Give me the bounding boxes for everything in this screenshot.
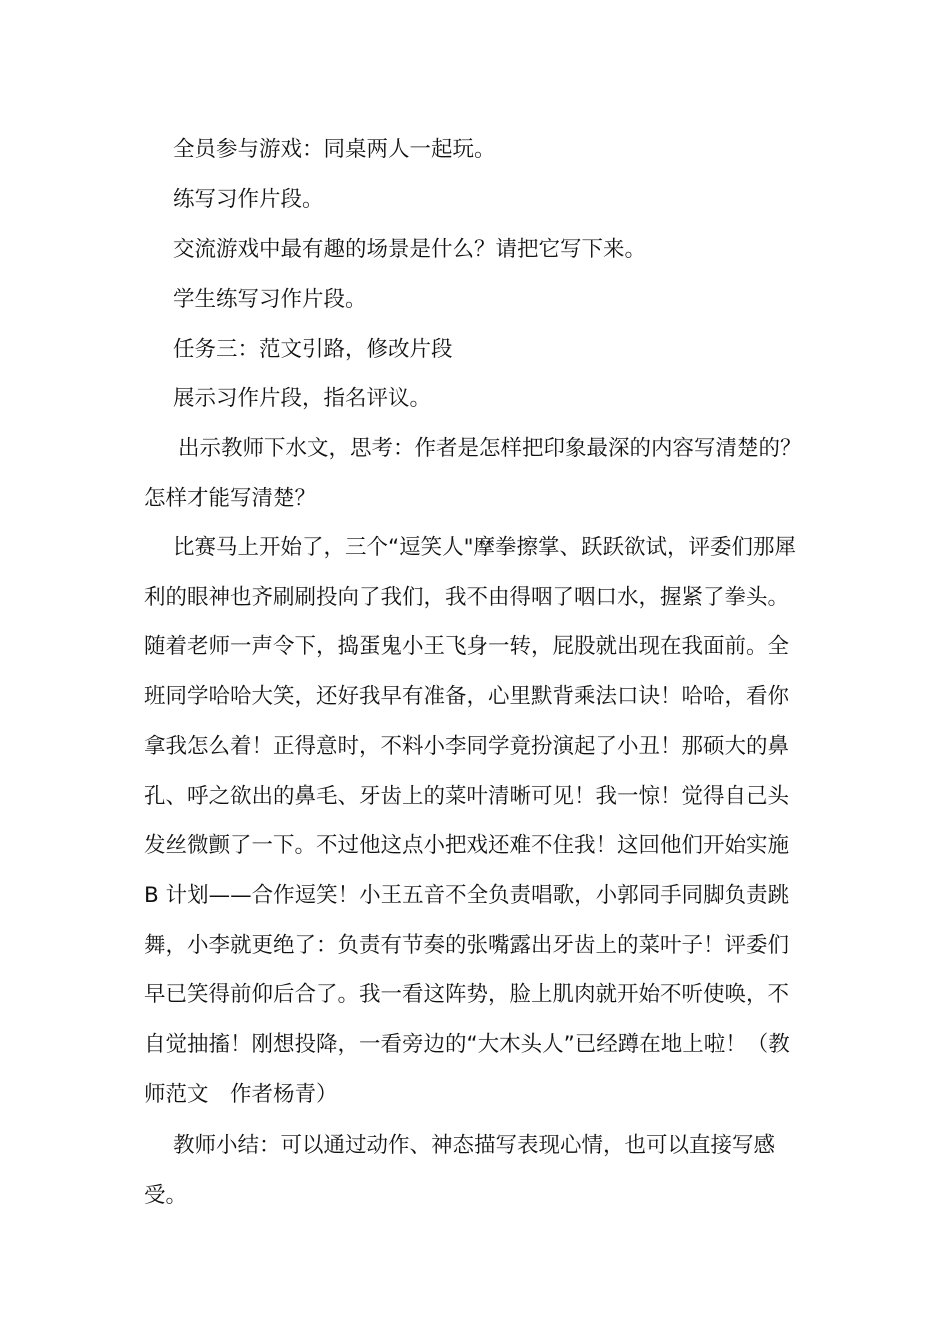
paragraph-teacher-model-question: 出示教师下水文，思考：作者是怎样把印象最深的内容写清楚的？怎样才能写清楚？: [144, 436, 802, 511]
paragraph-student-writing: 学生练写习作片段。: [173, 287, 367, 312]
paragraph-task-three: 任务三：范文引路，修改片段: [173, 337, 453, 362]
paragraph-show-fragments: 展示习作片段，指名评议。: [173, 386, 432, 411]
paragraph-practice-writing: 练写习作片段。: [173, 187, 324, 212]
paragraph-share-scene: 交流游戏中最有趣的场景是什么？请把它写下来。: [173, 237, 647, 262]
paragraph-teacher-summary: 教师小结：可以通过动作、神态描写表现心情，也可以直接写感受。: [144, 1133, 776, 1208]
paragraph-game-participation: 全员参与游戏：同桌两人一起玩。: [173, 137, 496, 162]
paragraph-model-essay: 比赛马上开始了，三个“逗笑人"摩拳擦掌、跃跃欲试，评委们那犀利的眼神也齐刷刷投向了我们，我不由得咽了咽口水，握紧了拳头。随着老师一声令下，捣蛋鬼小王飞身一转，屁股就出现在我面前。全班同学哈哈大笑，还好我早有准备，心里默背乘法口诀！哈哈，看你拿我怎么着！正得意时，不料小李同学竟扮演起了小丑！那硕大的鼻孔、呼之欲出的鼻毛、牙齿上的菜叶清晰可见！我一惊！觉得自己头发丝微颤了一下。不过他这点小把戏还难不住我！这回他们开始实施 B 计划——合作逗笑！小王五音不全负责唱歌，小郭同手同脚负责跳舞，小李就更绝了：负责有节奏的张嘴露出牙齿上的菜叶子！评委们早已笑得前仰后合了。我一看这阵势，脸上肌肉就开始不听使唤，不自觉抽搐！刚想投降，一看旁边的“大木头人”已经蹲在地上啦！（教师范文 作者杨青）: [144, 535, 797, 1107]
